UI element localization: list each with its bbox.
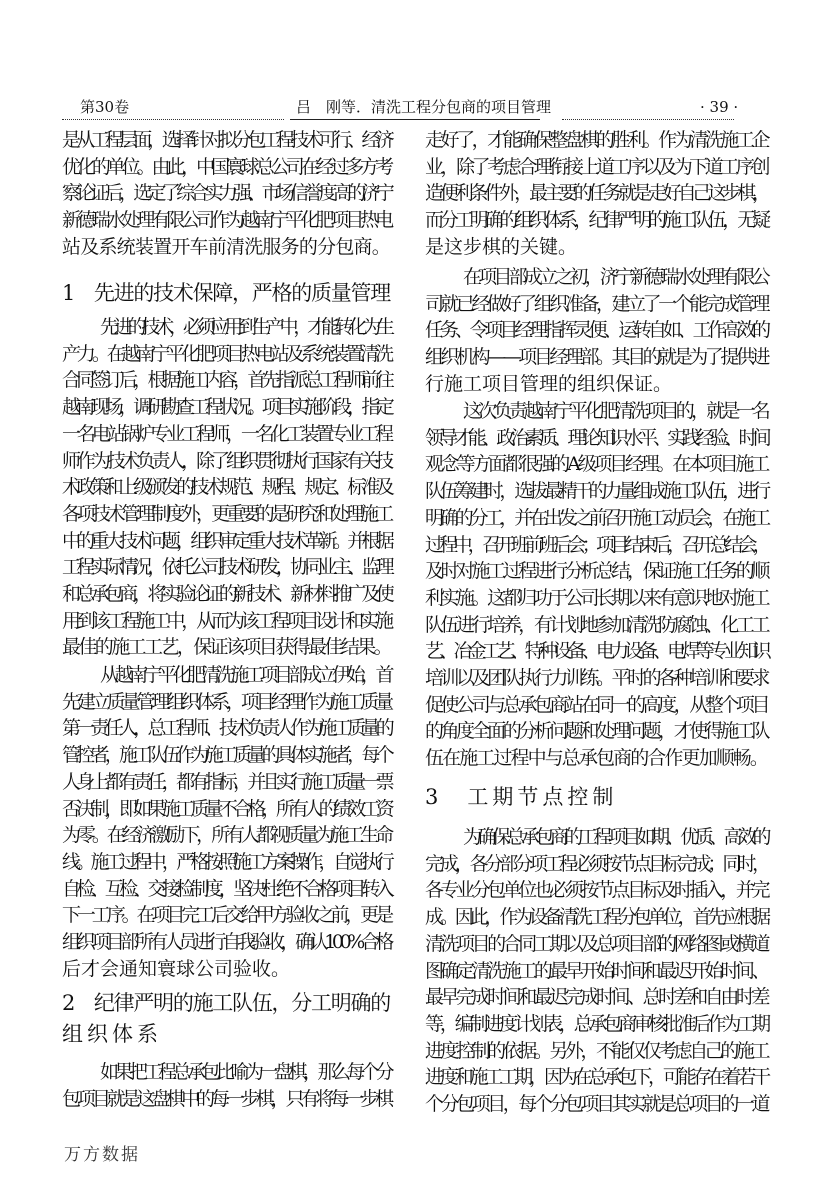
paragraph-line: 明确的分工，并在出发之前召开施工动员会，在施工 [425, 506, 767, 529]
paragraph-line: 司就已经做好了组织准备，建立了一个能完成管理 [425, 292, 767, 315]
paragraph-line: 队伍筹建时，选拔最精干的力量组成施工队伍，进行 [425, 480, 767, 503]
paragraph-line: 在项目部成立之初，济宁新德瑞水处理有限公 [463, 266, 767, 288]
paragraph-line: 从越南宁平化肥清洗施工项目部成立伊始，首 [100, 664, 390, 686]
paragraph-line: 先进的技术，必须应用到生产中，才能转化为生 [100, 316, 390, 338]
running-title: 吕 刚等．清洗工程分包商的项目管理 [296, 98, 552, 116]
watermark: 万方数据 [64, 1145, 140, 1165]
paragraph-line: 观念等方面都很强的A级项目经理。在本项目施工 [425, 453, 767, 476]
journal-volume: 第30卷 [80, 98, 130, 116]
paragraph-line: 过程中，召开班前班后会；项目结束后，召开总结会， [425, 533, 767, 556]
header-rule-center [290, 119, 540, 120]
paragraph-line: 造便利条件外，最主要的任务就是走好自己这步棋， [425, 182, 767, 205]
paragraph-line: 促使公司与总承包商站在同一的高度，从整个项目 [425, 693, 767, 716]
paragraph-line: 新德瑞水处理有限公司作为越南宁平化肥项目热电 [62, 209, 390, 232]
paragraph-line: 艺、冶金工艺、特种设备、电力设备、电焊等专业知识 [425, 640, 767, 663]
paragraph-line: 业，除了考虑合理衔接上道工序以及为下道工序创 [425, 155, 767, 178]
paragraph-line: 工程实际情况，依托公司技术研发，协同业主、监理 [62, 556, 390, 579]
paragraph-line: 而分工明确的组织体系，纪律严明的施工队伍，无疑 [425, 209, 767, 232]
paragraph-line: 优化的单位。由此，中国寰球总公司在经过多方考 [62, 155, 390, 178]
paragraph-line: 组织机构——项目经理部。其目的就是为了提供进 [425, 346, 767, 369]
paragraph-line: 最早完成时间和最迟完成时间、总时差和自由时差 [425, 986, 767, 1009]
paragraph-line: 师作为技术负责人，除了组织贯彻执行国家有关技 [62, 449, 390, 472]
section-heading: 组织体系 [62, 1022, 162, 1046]
paragraph-line: 否决制，即如果施工质量不合格，所有人的绩效工资 [62, 797, 390, 820]
paragraph-line: 合同签订后，根据施工内容，首先指派总工程师前往 [62, 369, 390, 392]
paragraph-line: 任务、令项目经理指挥灵便、运转自如、工作高效的 [425, 319, 767, 342]
paragraph-line: 利实施。这都归功于公司长期以来有意识地对施工 [425, 586, 767, 609]
paragraph-line: 完成，各分部分项工程必须按节点目标完成；同时， [425, 852, 767, 875]
paragraph-line: 及时对施工过程进行分析总结，保证施工任务的顺 [425, 560, 767, 583]
page-number: · 39 · [700, 98, 739, 116]
paragraph-line: 和总承包商，将实验论证的新技术、新材料推广及使 [62, 583, 390, 605]
paragraph-line: 这次负责越南宁平化肥清洗项目的，就是一名 [463, 400, 767, 422]
paragraph-line: 成。因此，作为设备清洗工程分包单位，首先应根据 [425, 906, 767, 929]
paragraph-line: 领导才能、政治素质、理论知识水平、实践经验、时间 [425, 426, 767, 449]
paragraph-line: 是这步棋的关键。 [425, 235, 578, 258]
paragraph-line: 自检、互检、交接检制度，坚决杜绝不合格项目转入 [62, 877, 390, 900]
paragraph-line: 站及系统装置开车前清洗服务的分包商。 [62, 235, 390, 258]
paragraph-line: 用到该工程施工中，从而为该工程项目设计和实施 [62, 609, 390, 632]
paragraph-line: 图确定清洗施工的最早开始时间和最迟开始时间、 [425, 959, 767, 982]
paragraph-line: 后才会通知寰球公司验收。 [62, 957, 291, 980]
paragraph-line: 进度控制的依据。另外，不能仅仅考虑自己的施工 [425, 1039, 767, 1062]
paragraph-line: 各专业分包单位也必须按节点目标及时插入，并完 [425, 879, 767, 902]
paragraph-line: 管控者，施工队伍作为施工质量的具体实施者，每个 [62, 744, 390, 767]
paragraph-line: 清洗项目的合同工期以及总项目部的网络图或横道 [425, 932, 767, 955]
paragraph-line: 察论证后，选定了综合实力强、市场信誉度高的济宁 [62, 182, 390, 205]
section-heading: 3 工期节点控制 [425, 785, 618, 809]
paragraph-line: 线。施工过程中，严格按照施工方案操作，自觉执行 [62, 850, 390, 873]
paragraph-line: 组织项目部所有人员进行自我验收，确认100%合格 [62, 931, 390, 953]
paragraph-line: 走好了，才能确保整盘棋的胜利。作为清洗施工企 [425, 129, 767, 151]
section-heading: 2 纪律严明的施工队伍，分工明确的 [62, 991, 391, 1015]
paragraph-line: 培训以及团队执行力训练。平时的各种培训和要求 [425, 667, 767, 689]
paragraph-line: 最佳的施工工艺，保证该项目获得最佳结果。 [62, 636, 390, 659]
paragraph-line: 下一工序。在项目完工后交给甲方验收之前，更是 [62, 904, 390, 927]
paragraph-line: 为确保总承包商的工程项目如期、优质、高效的 [463, 826, 767, 848]
header-rule-left [62, 119, 284, 120]
paragraph-line: 个分包项目，每个分包项目其实就是总项目的一道 [425, 1093, 767, 1115]
header-rule-right [562, 119, 734, 120]
paragraph-line: 是从工程层面，选择针对拟分包工程技术可行、经济 [62, 129, 390, 151]
paragraph-line: 如果把工程总承包比喻为一盘棋，那么每个分 [100, 1061, 390, 1083]
paragraph-line: 队伍进行培养，有计划地参加清洗防腐蚀、化工工 [425, 613, 767, 636]
paragraph-line: 为零。在经济激励下，所有人都视质量为施工生命 [62, 824, 390, 847]
paragraph-line: 中的重大技术问题，组织审定重大技术革新。并根据 [62, 529, 390, 552]
paragraph-line: 进度和施工工期，因为在总承包下，可能存在着若干 [425, 1066, 767, 1089]
paragraph-line: 越南现场，调研勘查工程状况。项目实施阶段，指定 [62, 396, 390, 419]
paragraph-line: 各项技术管理制度外，更重要的是研究和处理施工 [62, 502, 390, 525]
paragraph-line: 术政策和上级颁发的技术规范、规程、规定、标准及 [62, 476, 390, 499]
section-heading: 1 先进的技术保障，严格的质量管理 [62, 281, 391, 305]
paragraph-line: 等，编制进度计划表，总承包商审核批准后作为工期 [425, 1012, 767, 1035]
paragraph-line: 人身上都有责任，都有指标，并且实行施工质量一票 [62, 770, 390, 793]
paragraph-line: 一名电站锅炉专业工程师，一名化工装置专业工程 [62, 422, 390, 445]
paragraph-line: 第一责任人，总工程师、技术负责人作为施工质量的 [62, 717, 390, 740]
paragraph-line: 伍在施工过程中与总承包商的合作更加顺畅。 [425, 747, 767, 770]
paragraph-line: 先建立质量管理组织体系，项目经理作为施工质量 [62, 690, 390, 713]
paragraph-line: 产力。在越南宁平化肥项目热电站及系统装置清洗 [62, 342, 390, 365]
paragraph-line: 行施工项目管理的组织保证。 [425, 372, 673, 395]
paragraph-line: 包项目就是这盘棋中的每一步棋，只有将每一步棋 [62, 1087, 390, 1110]
paragraph-line: 的角度全面的分析问题和处理问题，才使得施工队 [425, 720, 767, 743]
